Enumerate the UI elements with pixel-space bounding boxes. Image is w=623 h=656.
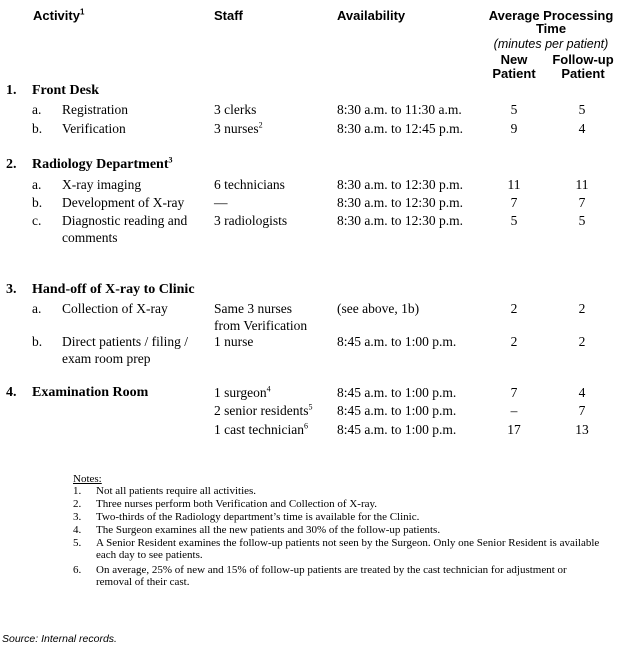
row-availability: 8:30 a.m. to 12:30 p.m. — [337, 177, 463, 192]
note-text: Two-thirds of the Radiology department’s time is available for the Clinic. — [96, 511, 420, 523]
row-activity: Diagnostic reading and — [62, 213, 188, 228]
row-staff: 1 cast technician$^6$ — [214, 421, 308, 437]
row-staff: — — [214, 195, 228, 210]
row-new: 5 — [510, 102, 518, 117]
note-item: 4. — [73, 524, 82, 536]
note-text: A Senior Resident examines the follow-up patients not seen by the Surgeon. Only one Senior Resident is available each day to see patients. — [96, 537, 600, 561]
row-availability: 8:30 a.m. to 12:30 p.m. — [337, 195, 463, 210]
row-new: 9 — [510, 121, 518, 136]
row-follow: 7 — [578, 195, 586, 210]
header-availability: Availability — [337, 8, 406, 23]
row-new: 2 — [510, 301, 518, 316]
note-text: Not all patients require all activities. — [96, 485, 257, 497]
section-number: 2. — [6, 157, 17, 172]
row-availability: 8:45 a.m. to 1:00 p.m. — [337, 403, 457, 418]
row-availability: 8:30 a.m. to 12:30 p.m. — [337, 213, 463, 228]
section-title: Examination Room — [32, 385, 149, 400]
note-text: On average, 25% of new and 15% of follow-up patients are treated by the cast technician for adjustment or removal of their cast. — [96, 564, 567, 588]
row-follow: 2 — [578, 334, 586, 349]
section-number: 3. — [6, 282, 17, 297]
row-availability: 8:30 a.m. to 12:45 p.m. — [337, 121, 463, 136]
row-new: – — [510, 403, 518, 418]
row-follow: 4 — [578, 385, 586, 400]
row-new: 11 — [507, 177, 521, 192]
header-new-patient: New Patient — [492, 52, 536, 81]
section-number: 4. — [6, 385, 17, 400]
row-staff: 1 nurse — [214, 334, 254, 349]
row-activity: Registration — [62, 102, 128, 117]
row-activity-cont: exam room prep — [62, 351, 151, 366]
row-new: 2 — [510, 334, 518, 349]
row-staff: Same 3 nurses — [214, 301, 292, 316]
header-activity: Activity$^1$ — [33, 7, 85, 23]
row-availability: 8:45 a.m. to 1:00 p.m. — [337, 422, 457, 437]
row-follow: 2 — [578, 301, 586, 316]
row-new: 7 — [510, 385, 518, 400]
row-follow: 5 — [578, 102, 586, 117]
row-letter: c. — [32, 213, 42, 228]
row-new: 17 — [507, 422, 521, 437]
row-activity-cont: comments — [62, 230, 118, 245]
row-letter: b. — [32, 195, 43, 210]
header-minutes-per-patient: (minutes per patient) — [493, 37, 609, 51]
header-followup-patient: Follow-up Patient — [552, 52, 614, 81]
row-new: 7 — [510, 195, 518, 210]
row-availability: 8:45 a.m. to 1:00 p.m. — [337, 334, 457, 349]
row-staff: 2 senior residents$^5$ — [214, 402, 313, 418]
row-letter: a. — [32, 102, 42, 117]
note-text: The Surgeon examines all the new patients and 30% of the follow-up patients. — [96, 524, 441, 536]
row-availability: 8:45 a.m. to 1:00 p.m. — [337, 385, 457, 400]
row-follow: 5 — [578, 213, 586, 228]
row-staff-cont: from Verification — [214, 318, 308, 333]
row-follow: 4 — [578, 121, 586, 136]
row-follow: 13 — [575, 422, 589, 437]
row-availability: (see above, 1b) — [337, 301, 420, 316]
note-item: 3. — [73, 511, 82, 523]
section-number: 1. — [6, 83, 17, 98]
source-line: Source: Internal records. — [2, 633, 117, 645]
row-staff: 1 surgeon$^4$ — [214, 384, 271, 400]
header-staff: Staff — [214, 8, 243, 23]
row-staff: 3 clerks — [214, 102, 257, 117]
row-staff: 3 radiologists — [214, 213, 288, 228]
section-title: Front Desk — [32, 83, 100, 98]
row-letter: a. — [32, 177, 42, 192]
note-item: 1. — [73, 485, 82, 497]
row-letter: b. — [32, 334, 43, 349]
row-follow: 7 — [578, 403, 586, 418]
note-item: 2. — [73, 498, 82, 510]
note-item: 6. — [73, 564, 82, 576]
row-activity: Development of X-ray — [62, 195, 185, 210]
section-title: Radiology Department$^3$ — [32, 155, 173, 172]
row-activity: X-ray imaging — [62, 177, 142, 192]
row-follow: 11 — [575, 177, 589, 192]
row-letter: a. — [32, 301, 42, 316]
header-average-time: Average Processing Time — [488, 8, 614, 36]
row-activity: Direct patients / filing / — [62, 334, 188, 349]
notes-title: Notes: — [73, 473, 102, 485]
row-new: 5 — [510, 213, 518, 228]
row-staff: 3 nurses$^2$ — [214, 120, 263, 136]
note-text: Three nurses perform both Verification and Collection of X-ray. — [96, 498, 378, 510]
row-letter: b. — [32, 121, 43, 136]
row-activity: Collection of X-ray — [62, 301, 168, 316]
section-title: Hand-off of X-ray to Clinic — [32, 282, 195, 297]
note-item: 5. — [73, 537, 82, 549]
row-staff: 6 technicians — [214, 177, 285, 192]
row-activity: Verification — [62, 121, 126, 136]
row-availability: 8:30 a.m. to 11:30 a.m. — [337, 102, 462, 117]
